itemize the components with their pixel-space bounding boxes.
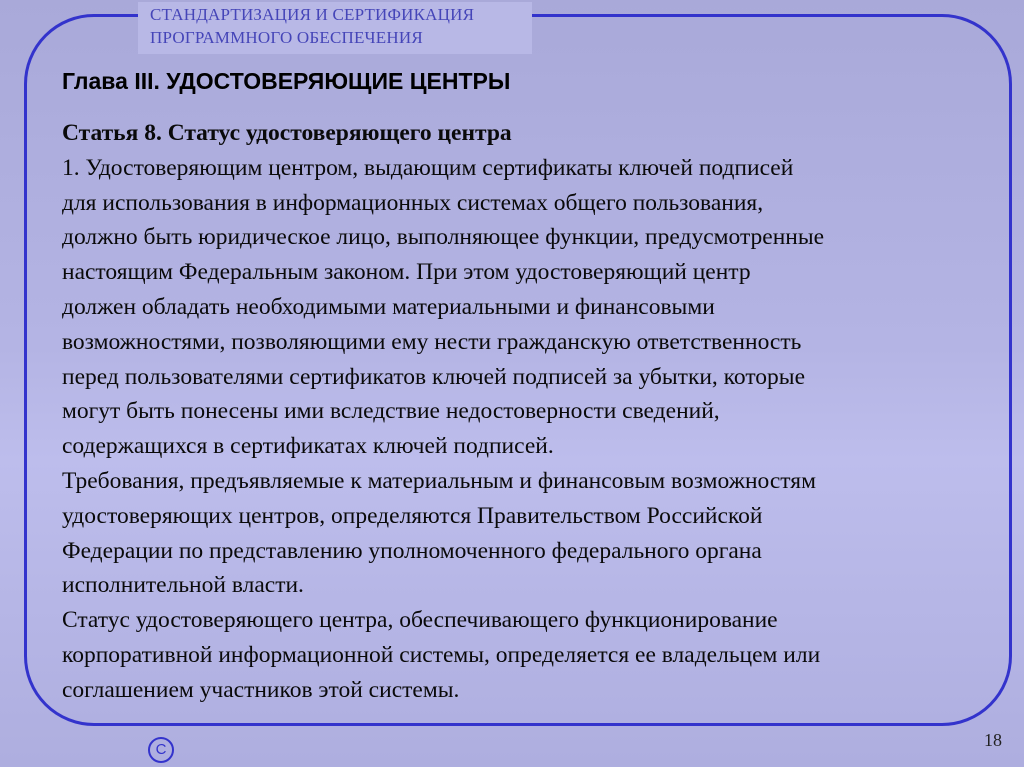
body-line: содержащихся в сертификатах ключей подписей. (62, 433, 554, 460)
body-line: Статус удостоверяющего центра, обеспечивающего функционирование (62, 607, 778, 634)
body-line: Федерации по представлению уполномоченного федерального органа (62, 537, 762, 564)
body-line: Требования, предъявляемые к материальным и финансовым возможностям (62, 467, 816, 494)
body-line: для использования в информационных системах общего пользования, (62, 189, 764, 216)
body-line: должен обладать необходимыми материальными и финансовыми (62, 293, 715, 320)
body-line: соглашением участников этой системы. (62, 676, 460, 703)
copyright-icon: C (148, 737, 174, 763)
body-line: перед пользователями сертификатов ключей подписей за убытки, которые (62, 363, 806, 390)
body-line: корпоративной информационной системы, определяется ее владельцем или (62, 641, 821, 668)
page-number: 18 (984, 730, 1002, 750)
body-line: возможностями, позволяющими ему нести гражданскую ответственность (62, 328, 802, 355)
body-line: 1. Удостоверяющим центром, выдающим сертификаты ключей подписей (62, 154, 794, 181)
body-line: могут быть понесены ими вследствие недостоверности сведений, (62, 398, 720, 425)
article-body (62, 116, 992, 708)
chapter-title: Глава III. УДОСТОВЕРЯЮЩИЕ ЦЕНТРЫ (62, 68, 511, 94)
body-line: настоящим Федеральным законом. При этом удостоверяющий центр (62, 259, 751, 286)
body-line: должно быть юридическое лицо, выполняющее функции, предусмотренные (62, 224, 825, 251)
header-line-2: ПРОГРАММНОГО ОБЕСПЕЧЕНИЯ (150, 28, 423, 47)
body-line: удостоверяющих центров, определяются Правительством Российской (62, 502, 763, 529)
header-line-1: СТАНДАРТИЗАЦИЯ И СЕРТИФИКАЦИЯ (150, 5, 475, 24)
body-line: исполнительной власти. (62, 572, 304, 599)
article-title: Статья 8. Статус удостоверяющего центра (62, 120, 512, 146)
